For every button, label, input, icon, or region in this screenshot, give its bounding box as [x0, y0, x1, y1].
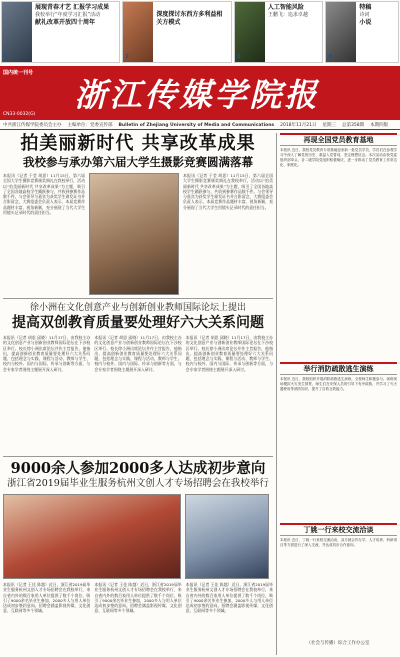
teaser-sub: 王鹏飞：追求卓越: [267, 12, 308, 18]
story-2-body-cont2: 本报讯（记者 胡思 邱晓）11月17日，由我校主办的文化创意产业与创新创业教师国际论坛在下沙校区举行。校长徐小洲出席论坛并作主旨报告，他指出，提高创新创业教育质量要处理好六大关系问题，包括理念与实践、课程与活动、教师与学生、校内与校外、国内与国际、传承与创新等方面，与会专家学者围绕主题展开深入研讨。: [185, 335, 273, 372]
divider: [3, 456, 273, 457]
story-2-body-cont: 本报讯（记者 胡思 邱晓）11月17日，由我校主办的文化创意产业与创新创业教师国际论坛在下沙校区举行。校长徐小洲出席论坛并作主旨报告，他指出，提高创新创业教育质量要处理好六大关系问题，包括理念与实践、课程与活动、教师与学生、校内与校外、国内与国际、传承与创新等方面，与会专家学者围绕主题展开深入研讨。: [94, 335, 182, 372]
masthead-right: [320, 66, 400, 120]
story-3-body-cont2: 本报讯（记者 王佳 陈越）近日，浙江省2019届毕业生服务杭州文创人才专场招聘会在我校举行，来自省内外的数百家用人单位提供了数千个岗位，吸引了9000余名毕业生参加，2000多人与用人单位达成初步签约意向。招聘会涵盖影视传媒、文化创意、互联网等多个领域。: [185, 582, 273, 614]
teaser-page: 2: [4, 54, 8, 60]
teaser-photo: [2, 2, 32, 62]
right-story-1-title[interactable]: 再现全国党员教育基地: [280, 133, 397, 146]
teaser-headline: 特稿: [359, 4, 372, 11]
story-2: [3, 302, 273, 453]
info-weekday: 星期三: [322, 123, 336, 128]
story-3-photo: [3, 494, 181, 579]
right-story-2-body: 本报讯 近日，我校组织开展消防疏散逃生演练，全校师生积极参与。演练现场模拟火灾发生情景，师生们在安保人员的引导下有序疏散，并学习了灭火器使用等消防知识，提升了自救互救能力。: [280, 377, 397, 391]
teaser-item[interactable]: [325, 1, 399, 63]
story-1-photo: [89, 173, 179, 295]
teaser-page: 3: [236, 54, 241, 60]
teaser-page: 4: [328, 54, 332, 60]
right-story-2-title[interactable]: 举行消防疏散逃生演练: [280, 362, 397, 375]
masthead-code: CN33-0032(G): [3, 112, 36, 117]
story-3-body-cont: 本报讯（记者 王佳 陈越）近日，浙江省2019届毕业生服务杭州文创人才专场招聘会在我校举行，来自省内外的数百家用人单位提供了数千个岗位，吸引了9000余名毕业生参加，2000多人与用人单位达成初步签约意向。招聘会涵盖影视传媒、文化创意、互联网等多个领域。: [94, 582, 182, 614]
teaser-photo: [235, 2, 265, 62]
info-publisher: 主编单位：党委宣传部: [67, 123, 113, 128]
newspaper-title: 浙江传媒学院报: [74, 76, 320, 114]
teaser-page: 2: [125, 54, 129, 60]
right-story-1-body: 本报讯 近日，我校党员教育专项基地迎来新一批党员学员，学员们在参观学习中深入了解党的历史，重温入党誓词，坚定理想信念。本次活动由校党委组织部牵头，各二级学院党组织积极响应，进一步推动了党员教育工作常态化、制度化。: [280, 148, 397, 167]
story-1: [3, 133, 273, 295]
info-pages: 本期四版: [370, 123, 389, 128]
masthead-cn-label: 国内统一刊号: [3, 70, 34, 76]
right-column: [276, 133, 397, 655]
story-1-body: 本报讯（记者 于莹 胡思）11月15日，第六届全国大学生摄影竞赛颁奖典礼在我校举行，活动以“拍美丽新时代 共享改革成果”为主题，吸引了全国各地高校学生踊跃参与，共收到参赛作品数千件。与会领导与嘉宾为获奖学生颁发证书并合影留念，大赛组委会负责人表示，本届竞赛作品题材丰富、视角新颖，充分展现了当代大学生用镜头记录时代的责任担当。: [3, 173, 85, 216]
teaser-line2: 小说: [359, 19, 372, 26]
teaser-strip: [0, 0, 400, 64]
story-3-body: 本报讯（记者 王佳 陈越）近日，浙江省2019届毕业生服务杭州文创人才专场招聘会在我校举行，来自省内外的数百家用人单位提供了数千个岗位，吸引了9000余名毕业生参加，2000多人与用人单位达成初步签约意向。招聘会涵盖影视传媒、文化创意、互联网等多个领域。: [3, 582, 91, 614]
info-bar: [0, 121, 400, 130]
teaser-item[interactable]: [1, 1, 120, 63]
story-3: [3, 460, 273, 644]
right-story-3-title[interactable]: 丁姚一行来校交流洽谈: [280, 523, 397, 536]
teaser-line2: 深度探讨东西方多利益相关方模式: [156, 11, 223, 26]
teaser-headline: 展现青春才艺 汇报学习成果: [35, 4, 110, 11]
story-2-body: 本报讯（记者 胡思 邱晓）11月17日，由我校主办的文化创意产业与创新创业教师国际论坛在下沙校区举行。校长徐小洲出席论坛并作主旨报告，他指出，提高创新创业教育质量要处理好六大关系问题，包括理念与实践、课程与活动、教师与学生、校内与校外、国内与国际、传承与创新等方面，与会专家学者围绕主题展开深入研讨。: [3, 335, 91, 372]
teaser-photo: [326, 2, 356, 62]
teaser-item[interactable]: [234, 1, 324, 63]
teaser-line2: 献礼改革开放四十周年: [35, 19, 96, 26]
teaser-sub: 诗词: [359, 12, 370, 18]
teaser-item[interactable]: [122, 1, 231, 63]
story-3-photo-2: [185, 494, 269, 579]
story-1-body-cont: 本报讯（记者 于莹 胡思）11月15日，第六届全国大学生摄影竞赛颁奖典礼在我校举行，活动以“拍美丽新时代 共享改革成果”为主题，吸引了全国各地高校学生踊跃参与，共收到参赛作品数千件。与会领导与嘉宾为获奖学生颁发证书并合影留念，大赛组委会负责人表示，本届竞赛作品题材丰富、视角新颖，充分展现了当代大学生用镜头记录时代的责任担当。: [183, 173, 273, 210]
story-2-kicker: 徐小洲在文化创意产业与创新创业教师国际论坛上提出: [29, 303, 246, 313]
footer-note: （社会与传播）综合工作办公室: [306, 641, 370, 646]
info-date: 2018年11月21日: [280, 123, 317, 128]
teaser-photo: [123, 2, 153, 62]
story-1-headline[interactable]: 拍美丽新时代 共享改革成果: [20, 133, 256, 154]
story-2-headline[interactable]: 提高双创教育质量要处理好六大关系问题: [12, 315, 264, 331]
masthead: [0, 66, 400, 120]
divider: [3, 298, 273, 299]
info-sponsor: 中共浙江传媒学院委员会主办: [3, 123, 62, 128]
story-3-subhead: 浙江省2019届毕业生服务杭州文创人才专场招聘会在我校举行: [7, 478, 269, 489]
story-1-subhead: 我校参与承办第六届大学生摄影竞赛圆满落幕: [23, 155, 253, 169]
story-3-headline[interactable]: 9000余人参加2000多人达成初步意向: [10, 460, 266, 477]
right-story-3-body: 本报讯 近日，丁姚一行来校交流洽谈，双方就合作办学、人才培养、科研项目等方面进行了深入交流，并达成初步合作意向。: [280, 538, 397, 547]
info-english-title: Bulletin of Zhejiang University of Media and Communications: [118, 122, 275, 128]
info-issue: 总第358期: [342, 123, 365, 128]
teaser-headline: 人工智能风险: [267, 4, 304, 11]
main-column: [3, 133, 273, 655]
teaser-sub: 我校举行“年度学习汇报”活动: [35, 12, 101, 18]
